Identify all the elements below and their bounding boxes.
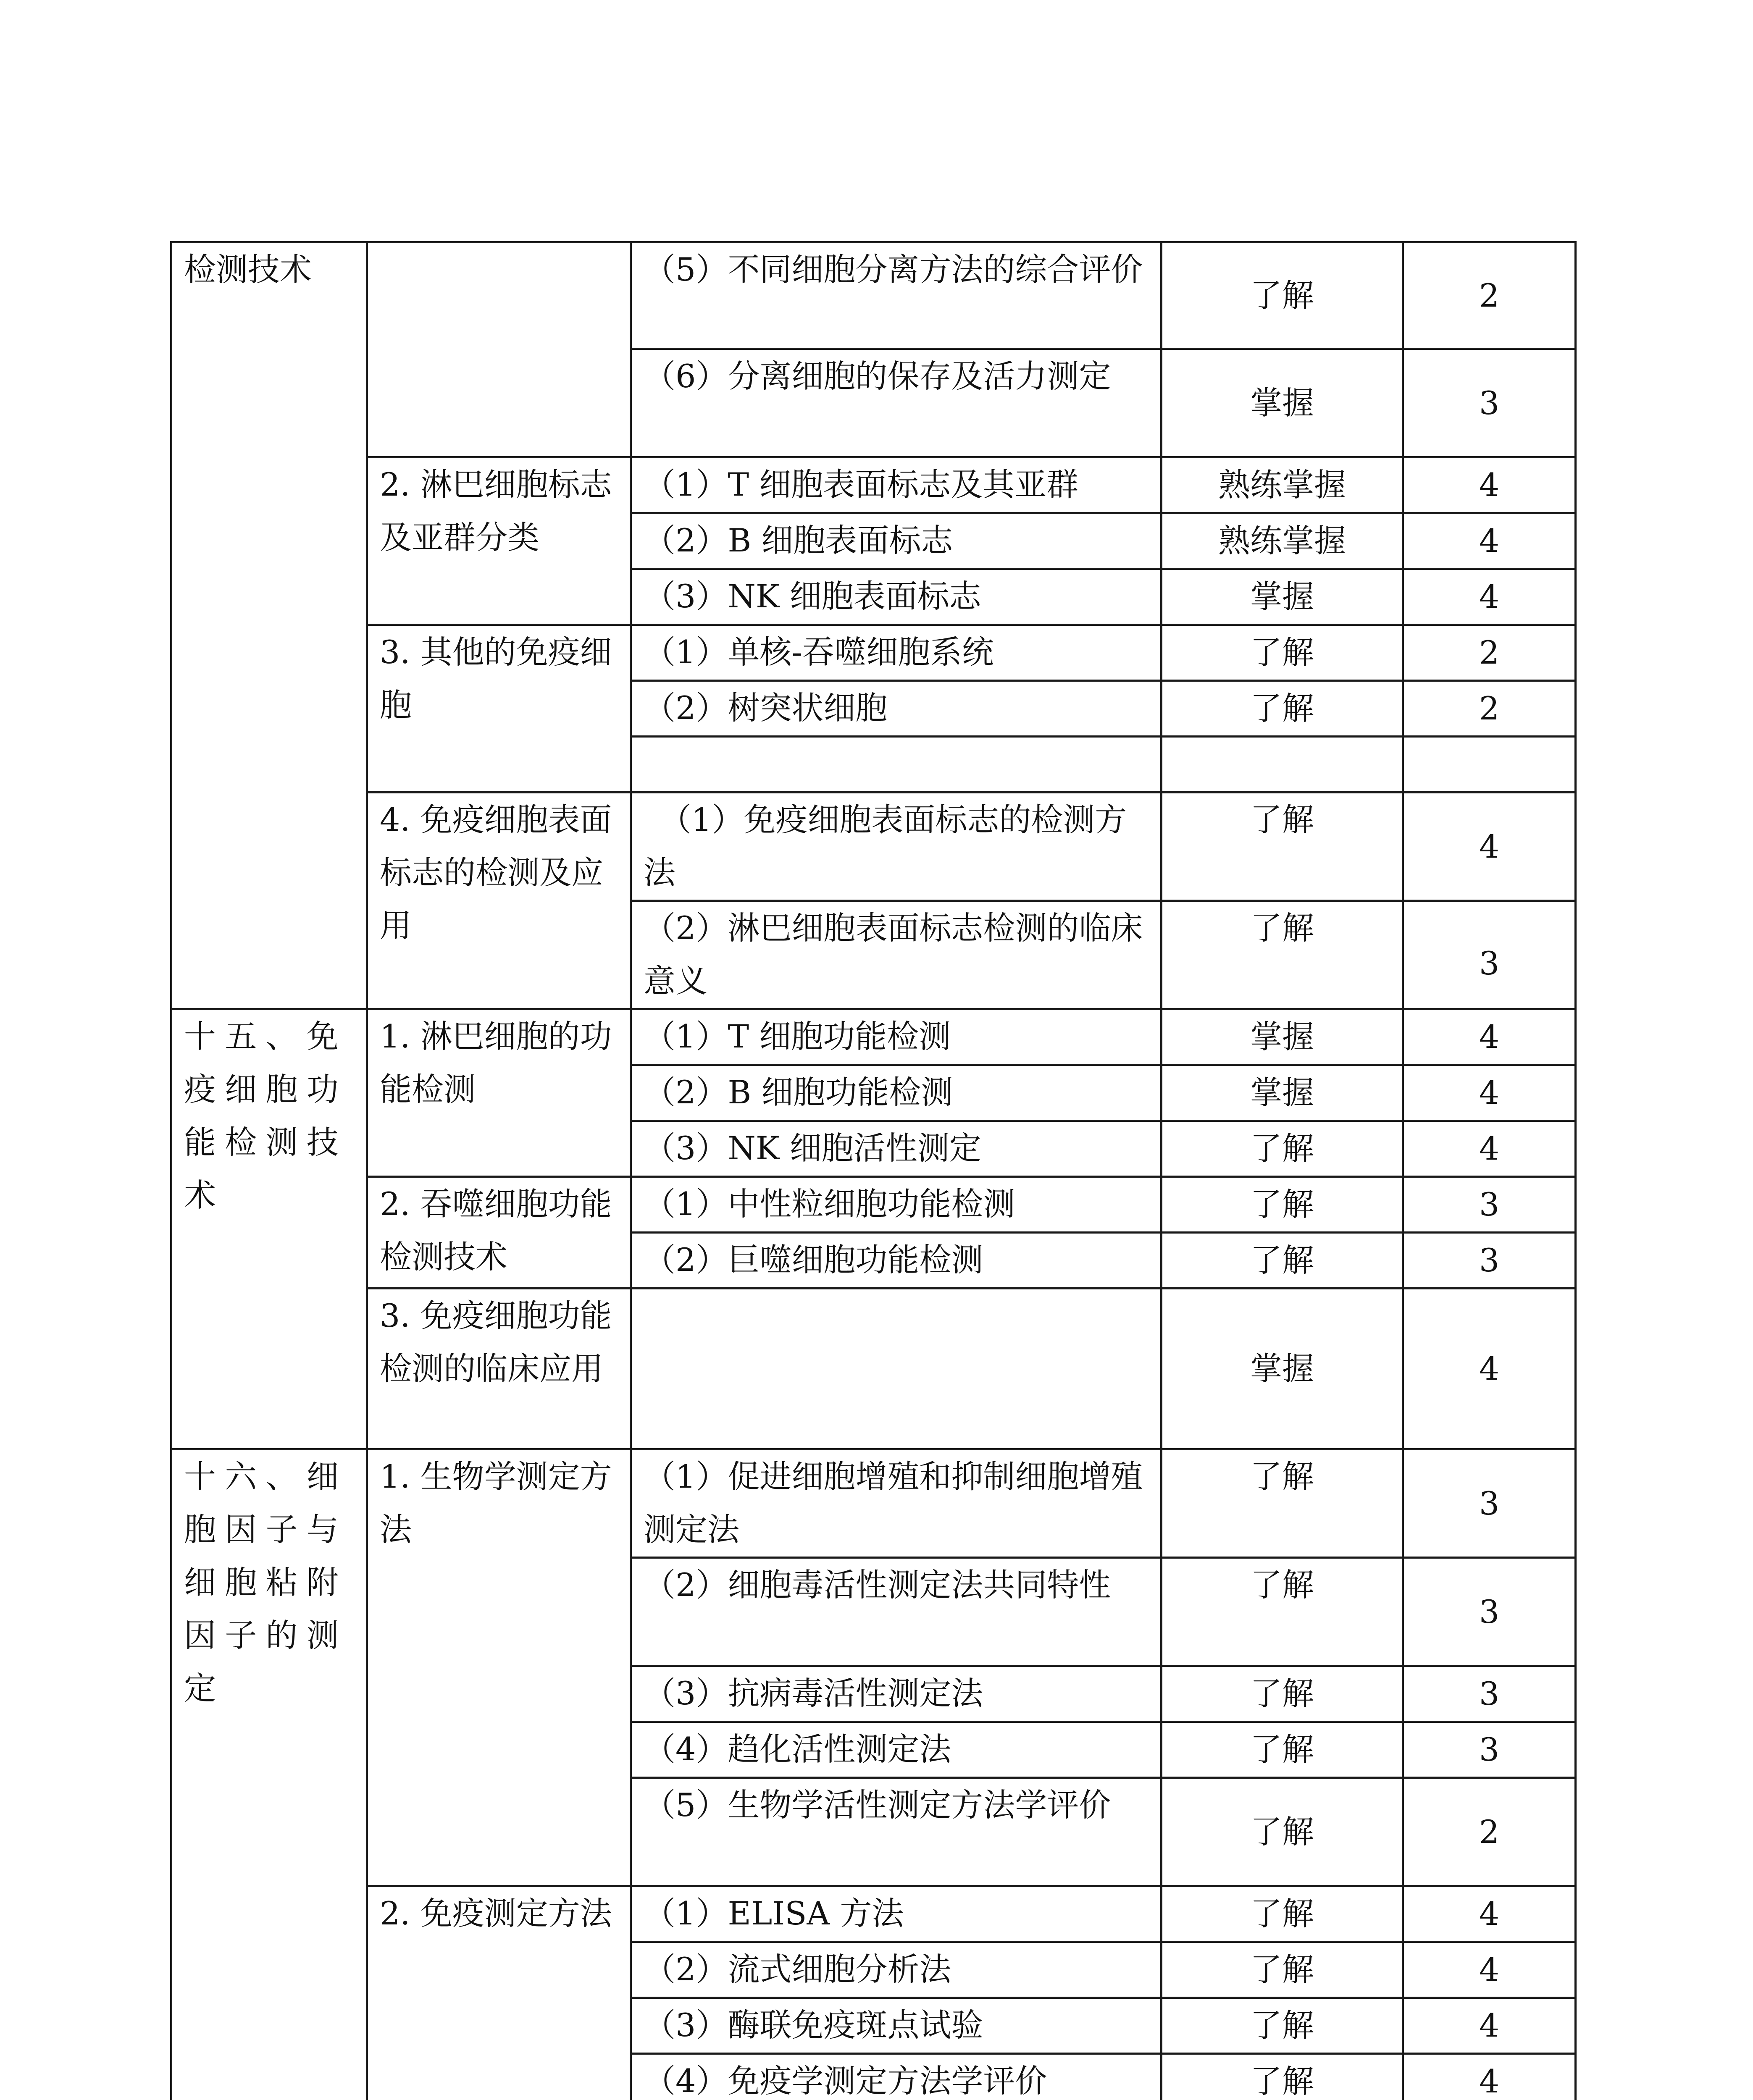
hours-cell: 4 bbox=[1403, 1942, 1576, 1998]
table-row bbox=[171, 1449, 1576, 1558]
table-row bbox=[171, 1009, 1576, 1065]
requirement-cell: 熟练掌握 bbox=[1162, 513, 1403, 569]
table-row bbox=[171, 625, 1576, 681]
hours-cell: 3 bbox=[1403, 1449, 1576, 1558]
unit-cell: 检测技术 bbox=[171, 242, 367, 1009]
unit-cell: 十六、细胞因子与细胞粘附因子的测定 bbox=[171, 1449, 367, 2100]
requirement-cell: 了解 bbox=[1162, 901, 1403, 1009]
content-cell: （1）免疫细胞表面标志的检测方法 bbox=[631, 793, 1162, 901]
requirement-cell: 掌握 bbox=[1162, 1009, 1403, 1065]
requirement-cell: 了解 bbox=[1162, 1449, 1403, 1558]
hours-cell: 4 bbox=[1403, 2054, 1576, 2100]
unit-cell: 十五、免疫细胞功能检测技术 bbox=[171, 1009, 367, 1449]
requirement-cell: 掌握 bbox=[1162, 1289, 1403, 1449]
hours-cell: 2 bbox=[1403, 242, 1576, 349]
topic-cell: 2. 淋巴细胞标志及亚群分类 bbox=[367, 457, 631, 625]
topic-cell bbox=[367, 242, 631, 457]
requirement-cell: 了解 bbox=[1162, 1778, 1403, 1886]
content-cell: （5）生物学活性测定方法学评价 bbox=[631, 1778, 1162, 1886]
requirement-cell: 了解 bbox=[1162, 793, 1403, 901]
hours-cell: 3 bbox=[1403, 901, 1576, 1009]
requirement-cell: 了解 bbox=[1162, 625, 1403, 681]
table-row bbox=[171, 1177, 1576, 1233]
topic-cell: 1. 生物学测定方法 bbox=[367, 1449, 631, 1886]
topic-cell: 3. 其他的免疫细胞 bbox=[367, 625, 631, 793]
content-cell: （1）ELISA 方法 bbox=[631, 1886, 1162, 1942]
content-cell: （1）T 细胞表面标志及其亚群 bbox=[631, 457, 1162, 513]
requirement-cell bbox=[1162, 737, 1403, 793]
content-cell: （2）流式细胞分析法 bbox=[631, 1942, 1162, 1998]
table-row bbox=[171, 1289, 1576, 1449]
table-row bbox=[171, 457, 1576, 513]
content-cell: （3）抗病毒活性测定法 bbox=[631, 1666, 1162, 1722]
topic-cell: 1. 淋巴细胞的功能检测 bbox=[367, 1009, 631, 1177]
hours-cell: 3 bbox=[1403, 1722, 1576, 1778]
hours-cell: 3 bbox=[1403, 1558, 1576, 1666]
content-cell: （4）趋化活性测定法 bbox=[631, 1722, 1162, 1778]
hours-cell: 3 bbox=[1403, 349, 1576, 457]
content-cell: （6）分离细胞的保存及活力测定 bbox=[631, 349, 1162, 457]
table-row bbox=[171, 793, 1576, 901]
content-cell: （2）巨噬细胞功能检测 bbox=[631, 1233, 1162, 1289]
requirement-cell: 了解 bbox=[1162, 1177, 1403, 1233]
hours-cell: 2 bbox=[1403, 1778, 1576, 1886]
hours-cell: 4 bbox=[1403, 1065, 1576, 1121]
topic-cell: 4. 免疫细胞表面标志的检测及应用 bbox=[367, 793, 631, 1009]
content-cell: （3）NK 细胞活性测定 bbox=[631, 1121, 1162, 1177]
hours-cell: 4 bbox=[1403, 1009, 1576, 1065]
hours-cell bbox=[1403, 737, 1576, 793]
hours-cell: 2 bbox=[1403, 625, 1576, 681]
hours-cell: 4 bbox=[1403, 1998, 1576, 2054]
hours-cell: 3 bbox=[1403, 1666, 1576, 1722]
hours-cell: 4 bbox=[1403, 1289, 1576, 1449]
requirement-cell: 熟练掌握 bbox=[1162, 457, 1403, 513]
requirement-cell: 了解 bbox=[1162, 1942, 1403, 1998]
topic-cell: 3. 免疫细胞功能检测的临床应用 bbox=[367, 1289, 631, 1449]
requirement-cell: 了解 bbox=[1162, 681, 1403, 737]
table-row bbox=[171, 1886, 1576, 1942]
content-cell: （2）B 细胞功能检测 bbox=[631, 1065, 1162, 1121]
content-cell: （1）中性粒细胞功能检测 bbox=[631, 1177, 1162, 1233]
content-cell: （1）T 细胞功能检测 bbox=[631, 1009, 1162, 1065]
hours-cell: 3 bbox=[1403, 1233, 1576, 1289]
requirement-cell: 了解 bbox=[1162, 1666, 1403, 1722]
requirement-cell: 了解 bbox=[1162, 1998, 1403, 2054]
content-cell: （2）B 细胞表面标志 bbox=[631, 513, 1162, 569]
requirement-cell: 掌握 bbox=[1162, 1065, 1403, 1121]
content-cell: （3）酶联免疫斑点试验 bbox=[631, 1998, 1162, 2054]
hours-cell: 4 bbox=[1403, 569, 1576, 625]
requirement-cell: 了解 bbox=[1162, 1886, 1403, 1942]
content-cell: （2）树突状细胞 bbox=[631, 681, 1162, 737]
requirement-cell: 掌握 bbox=[1162, 569, 1403, 625]
content-cell: （2）淋巴细胞表面标志检测的临床意义 bbox=[631, 901, 1162, 1009]
content-cell bbox=[631, 1289, 1162, 1449]
requirement-cell: 了解 bbox=[1162, 1558, 1403, 1666]
table-row bbox=[171, 242, 1576, 349]
requirement-cell: 了解 bbox=[1162, 1121, 1403, 1177]
requirement-cell: 了解 bbox=[1162, 242, 1403, 349]
content-cell bbox=[631, 737, 1162, 793]
syllabus-table bbox=[170, 241, 1577, 2100]
requirement-cell: 了解 bbox=[1162, 1233, 1403, 1289]
content-cell: （2）细胞毒活性测定法共同特性 bbox=[631, 1558, 1162, 1666]
content-cell: （3）NK 细胞表面标志 bbox=[631, 569, 1162, 625]
hours-cell: 3 bbox=[1403, 1177, 1576, 1233]
hours-cell: 4 bbox=[1403, 793, 1576, 901]
hours-cell: 4 bbox=[1403, 1121, 1576, 1177]
topic-cell: 2. 吞噬细胞功能检测技术 bbox=[367, 1177, 631, 1289]
hours-cell: 4 bbox=[1403, 457, 1576, 513]
content-cell: （1）促进细胞增殖和抑制细胞增殖测定法 bbox=[631, 1449, 1162, 1558]
hours-cell: 4 bbox=[1403, 1886, 1576, 1942]
content-cell: （4）免疫学测定方法学评价 bbox=[631, 2054, 1162, 2100]
requirement-cell: 掌握 bbox=[1162, 349, 1403, 457]
hours-cell: 2 bbox=[1403, 681, 1576, 737]
topic-cell: 2. 免疫测定方法 bbox=[367, 1886, 631, 2100]
requirement-cell: 了解 bbox=[1162, 2054, 1403, 2100]
content-cell: （1）单核-吞噬细胞系统 bbox=[631, 625, 1162, 681]
hours-cell: 4 bbox=[1403, 513, 1576, 569]
requirement-cell: 了解 bbox=[1162, 1722, 1403, 1778]
content-cell: （5）不同细胞分离方法的综合评价 bbox=[631, 242, 1162, 349]
